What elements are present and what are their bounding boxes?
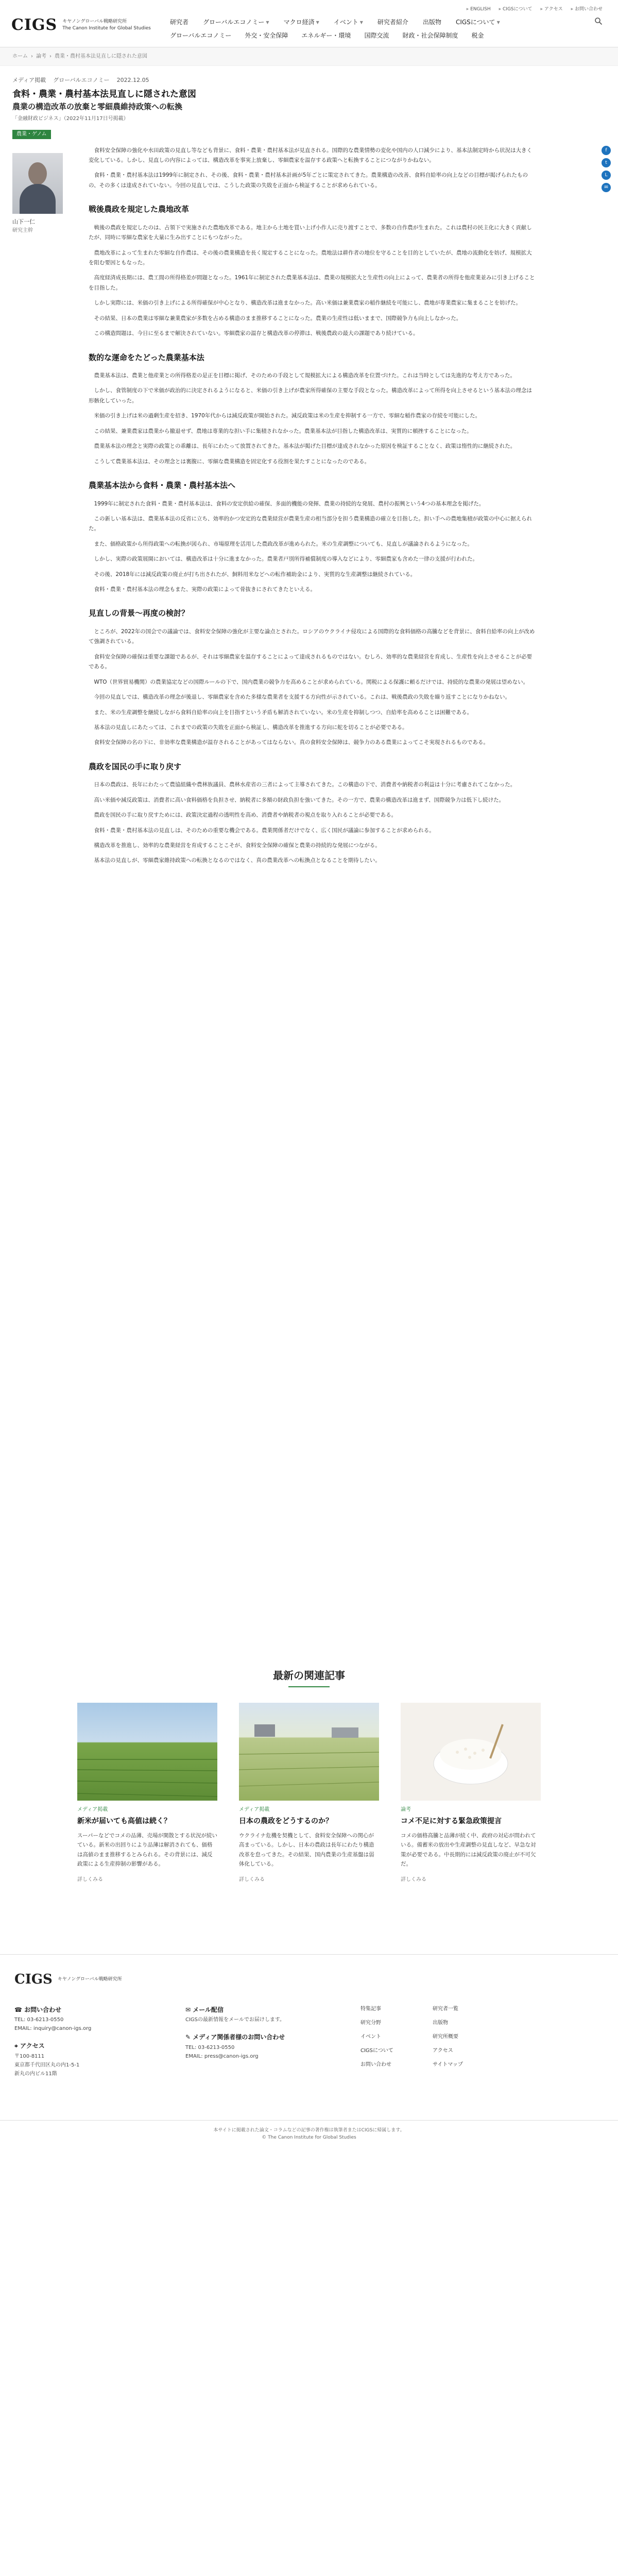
mail-icon[interactable]: ✉	[602, 183, 611, 192]
footer-address-line: 東京都千代田区丸の内1-5-1	[14, 2062, 80, 2069]
paragraph: こうして農業基本法は、その理念とは裏腹に、零細な農業構造を固定化する役割を果たすことになったのである。	[94, 458, 370, 465]
section-heading: 農業基本法から食料・農業・農村基本法へ	[89, 481, 236, 490]
card-category: メディア掲載	[239, 1806, 270, 1812]
twitter-icon[interactable]: t	[602, 158, 611, 167]
article-category[interactable]: メディア掲載	[12, 77, 46, 83]
footer-mail-text[interactable]: CIGSの最新情報をメールでお届けします。	[185, 2017, 285, 2023]
footer-logo[interactable]	[14, 1967, 122, 1992]
breadcrumb-home[interactable]: ホーム	[12, 54, 28, 59]
paragraph: 農政を国民の手に取り戻すためには、政策決定過程の透明性を高め、消費者や納税者の視点を取り入れることが必要である。	[94, 812, 397, 819]
nav-global-economy[interactable]: グローバルエコノミー ▼	[203, 19, 269, 26]
topic-tag[interactable]: 農業・ゲノム	[12, 130, 51, 139]
paragraph: 今回の見直しでは、構造改革の理念が後退し、零細農家を含めた多様な農業者を支援する方向性が示されている。これは、戦後農政の失敗を繰り返すことになりかねない。	[94, 694, 510, 701]
footer-mail-heading: ✉ メール配信	[185, 2006, 224, 2013]
footer-copyright: © The Canon Institute for Global Studies	[262, 2134, 356, 2140]
avatar	[12, 153, 63, 214]
footer-link[interactable]: 研究者一覧	[433, 2006, 458, 2012]
nav2-energy[interactable]: エネルギー・環境	[301, 32, 351, 39]
paragraph: この構造問題は、今日に至るまで解決されていない。零細農家の温存と構造改革の停滞は、戦後農政の最大の課題であり続けている。	[94, 330, 419, 337]
tag-row	[12, 128, 606, 141]
footer-link[interactable]: 研究分野	[360, 2020, 381, 2026]
chevron-down-icon: ▼	[496, 20, 500, 25]
paragraph: 農地改革によって生まれた零細な自作農は、その後の農業構造を長く規定することになった。農地法は耕作者の地位を守ることを目的としていたが、農地の流動化を妨げ、規模拡大を阻む要因ともなった。	[89, 249, 532, 266]
paragraph: しかし実際には、米価の引き上げによる所得確保が中心となり、構造改革は進まなかった。高い米価は兼業農家の稲作継続を可能にし、農地が専業農家に集まることを妨げた。	[94, 300, 521, 307]
card-more-link[interactable]: 詳しくみる	[401, 1877, 426, 1883]
primary-nav	[170, 16, 500, 28]
paragraph: しかし、実際の政策展開においては、構造改革は十分に進まなかった。農業者戸別所得補償制度の導入などにより、零細農家も含めた一律の支援が行われた。	[94, 556, 478, 563]
paragraph: ところが、2022年の国会での議論では、食料安全保障の強化が主要な論点とされた。ロシアのウクライナ侵攻による国際的な食料価格の高騰などを背景に、食料自給率の向上が改めて強調されている。	[89, 628, 535, 645]
nav-macro[interactable]: マクロ経済 ▼	[283, 19, 319, 26]
paragraph: 食料・農業・農村基本法の理念もまた、実際の政策によって骨抜きにされてきたといえる。	[94, 586, 316, 593]
nav2-tax[interactable]: 税金	[471, 32, 484, 39]
card-title[interactable]: 新米が届いても高値は続く？	[77, 1817, 171, 1825]
card-title[interactable]: コメ不足に対する緊急政策提言	[401, 1817, 502, 1825]
footer-contact-email[interactable]: EMAIL: inquiry@canon-igs.org	[14, 2026, 92, 2032]
nav2-intl-exchange[interactable]: 国際交流	[364, 32, 389, 39]
util-access[interactable]: ▸ アクセス	[540, 5, 562, 14]
paragraph: 農業基本法の理念と実際の政策との乖離は、長年にわたって放置されてきた。基本法が掲げた目標が達成されなかった原因を検証することなく、政策は惰性的に継続された。	[94, 443, 516, 450]
paragraph: 高い米価や減反政策は、消費者に高い食料価格を負担させ、納税者に多額の財政負担を強いてきた。その一方で、農業の構造改革は進まず、国際競争力は低下し続けた。	[94, 796, 505, 803]
paragraph: 高度経済成長期には、農工間の所得格差が問題となった。1961年に制定された農業基本法は、農業の規模拡大と生産性の向上によって、農業者の所得を他産業並みに引き上げることを目指した。	[89, 275, 535, 291]
footer-bottom	[0, 2120, 618, 2150]
footer-link[interactable]: 特集記事	[360, 2006, 381, 2012]
util-contact[interactable]: ▸ お問い合わせ	[571, 5, 603, 14]
paragraph: 基本法の見直しにあたっては、これまでの政策の失敗を正面から検証し、構造改革を推進する方向に舵を切ることが必要である。	[94, 724, 408, 731]
breadcrumb-current: 農業・農村基本法見直しに隠された意図	[55, 54, 147, 59]
footer-link[interactable]: サイトマップ	[433, 2061, 463, 2067]
logo-subtitle	[62, 19, 151, 31]
footer-contact	[14, 2004, 169, 2079]
card-text: ウクライナ危機を契機として、食料安全保障への関心が高まっている。しかし、日本の農政は長年にわたり構造改革を怠ってきた。その結果、国内農業の生産基盤は弱体化している。	[239, 1832, 374, 1868]
util-about[interactable]: ▸ CIGSについて	[499, 5, 533, 14]
article-body	[89, 146, 537, 871]
footer-address-heading: ⌖ アクセス	[14, 2042, 45, 2050]
nav2-diplomacy[interactable]: 外交・安全保障	[245, 32, 288, 39]
nav-researcher-intro[interactable]: 研究者紹介	[377, 19, 408, 26]
paragraph: この結果、兼業農家は農業から撤退せず、農地は専業的な担い手に集積されなかった。農業基本法が目指した構造改革は、実質的に頓挫することになった。	[94, 428, 472, 434]
paragraph: 食料・農業・農村基本法の見直しは、そのための重要な機会である。農業関係者だけでなく、広く国民が議論に参加することが求められる。	[94, 827, 435, 834]
author-role: 研究主幹	[12, 228, 33, 234]
breadcrumb-articles[interactable]: 論考	[36, 54, 46, 59]
card-category: メディア掲載	[77, 1806, 108, 1812]
paragraph: その結果、日本の農業は零細な兼業農家が多数を占める構造のまま推移することになった。農業の生産性は低いままで、国際競争力も向上しなかった。	[94, 315, 462, 321]
article-source: 「金融財政ビジネス」（2022年11月17日号掲載）	[12, 115, 129, 122]
logo-sub-jp: キヤノングローバル戦略研究所	[62, 19, 127, 24]
paragraph: 食料安全保障の名の下に、非効率な農業構造が温存されることがあってはならない。真の食料安全保障は、競争力のある農業によってこそ実現されるものである。	[94, 739, 489, 746]
paragraph: また、米の生産調整を継続しながら食料自給率の向上を目指すという矛盾も解消されていない。米の生産を抑制しつつ、自給率を高めることは困難である。	[94, 709, 473, 716]
card-text: スーパーなどでコメの品薄、売場が閑散とする状況が続いている。新米の出回りにより品薄は解消されても、価格は高値のまま推移するとみられる。その背景には、減反政策による生産抑制の影響がある。	[77, 1832, 217, 1868]
latest-title: 最新の関連記事	[273, 1669, 345, 1682]
footer-links	[360, 2004, 505, 2070]
latest-card[interactable]	[239, 1703, 379, 1885]
section-heading: 見直しの背景〜再度の検討？	[89, 608, 190, 618]
card-more-link[interactable]: 詳しくみる	[77, 1877, 103, 1883]
card-more-link[interactable]: 詳しくみる	[239, 1877, 265, 1883]
footer-link[interactable]: イベント	[360, 2033, 381, 2040]
paragraph: また、価格政策から所得政策への転換が図られ、市場原理を活用した農政改革が進められた。米の生産調整についても、見直しが議論されるようになった。	[94, 540, 473, 547]
search-icon[interactable]	[594, 16, 603, 30]
line-icon[interactable]: L	[602, 171, 611, 180]
article-header	[0, 66, 618, 146]
mail-icon: ✉	[185, 2006, 193, 2013]
page-title: 食料・農業・農村基本法見直しに隠された意図	[12, 89, 196, 99]
footer-address-line: 新丸の内ビル11階	[14, 2071, 57, 2077]
logo-sub-en: The Canon Institute for Global Studies	[62, 25, 151, 31]
site-footer	[0, 1954, 618, 2150]
page-subtitle: 農業の構造改革の放棄と零細農維持政策への転換	[12, 102, 183, 112]
article-content	[0, 146, 618, 1666]
nav-publications[interactable]: 出版物	[422, 19, 441, 26]
nav2-fiscal[interactable]: 財政・社会保障制度	[402, 32, 458, 39]
footer-link[interactable]: お問い合わせ	[360, 2061, 391, 2067]
footer-link[interactable]: アクセス	[433, 2047, 453, 2054]
footer-contact-heading: ☎ お問い合わせ	[14, 2006, 62, 2013]
footer-media-email[interactable]: EMAIL: press@canon-igs.org	[185, 2054, 259, 2060]
nav-about[interactable]: CIGSについて ▼	[455, 19, 500, 26]
paragraph: 基本法の見直しが、零細農家維持政策への転換となるのではなく、真の農業改革への転換点となることを期待したい。	[94, 857, 381, 864]
footer-media-tel: TEL: 03-6213-0550	[185, 2045, 235, 2051]
paragraph: WTO（世界貿易機関）の農業協定などの国際ルールの下で、国内農業の競争力を高めることが求められている。関税による保護に頼るだけでは、持続的な農業の発展は望めない。	[94, 679, 529, 685]
card-image-rice-field	[77, 1703, 217, 1801]
author-block[interactable]	[12, 153, 69, 235]
facebook-icon[interactable]: f	[602, 146, 611, 155]
paragraph: 米価の引き上げは米の過剰生産を招き、1970年代からは減反政策が開始された。減反政策は米の生産を抑制する一方で、零細な稲作農家の存続を可能にした。	[94, 413, 481, 419]
paragraph: 1999年に制定された食料・農業・農村基本法は、食料の安定供給の確保、多面的機能の発揮、農業の持続的な発展、農村の振興という4つの基本理念を掲げた。	[94, 500, 485, 507]
footer-media-heading: ✎ メディア関係者様のお問い合わせ	[185, 2033, 285, 2041]
footer-link[interactable]: CIGSについて	[360, 2047, 393, 2054]
press-icon: ✎	[185, 2033, 193, 2041]
article-section[interactable]: グローバルエコノミー	[53, 77, 110, 83]
paragraph: 構造改革を推進し、効率的な農業経営を育成することこそが、食料安全保障の確保と農業の持続的な発展につながる。	[94, 842, 381, 849]
section-heading: 農政を国民の手に取り戻す	[89, 761, 182, 771]
card-image-farmland	[239, 1703, 379, 1801]
section-heading: 戦後農政を規定した農地改革	[89, 205, 190, 214]
site-logo[interactable]	[11, 10, 151, 40]
breadcrumb: ホーム › 論考 › 農業・農村基本法見直しに隠された意図	[0, 47, 618, 66]
card-text: コメの価格高騰と品薄が続く中、政府の対応が問われている。備蓄米の放出や生産調整の見直しなど、早急な対策が必要である。中長期的には減反政策の廃止が不可欠だ。	[401, 1832, 536, 1868]
section-heading: 数的な運命をたどった農業基本法	[89, 352, 204, 362]
footer-contact-tel: TEL: 03-6213-0550	[14, 2017, 64, 2023]
card-category: 論考	[401, 1806, 411, 1812]
nav2-global-economy[interactable]: グローバルエコノミー	[170, 32, 232, 39]
intro-paragraph: 食料・農業・農村基本法は1999年に制定され、その後、食料・農業・農村基本計画が5年ごとに策定されてきた。農業構造の改善、食料自給率の向上などの目標が掲げられたものの、その多くは達成されていない。今回の見直しでは、こうした政策の失敗を正面から検証することが求められている。	[89, 172, 528, 189]
footer-address-line: 〒100-8111	[14, 2054, 45, 2060]
secondary-nav	[170, 30, 484, 42]
footer-link[interactable]: 出版物	[433, 2020, 448, 2026]
card-title[interactable]: 日本の農政をどうするのか？	[239, 1817, 333, 1825]
intro-paragraph: 食料安全保障の強化や水田政策の見直し等なども背景に、食料・農業・農村基本法が見直される。国際的な農業情勢の変化や国内の人口減少により、基本法制定時から状況は大きく変化している。しかし、見直しの内容によっては、構造改革を事実上放棄し、零細農家を温存する政策へと転換することにつながりかねない。	[89, 147, 532, 163]
paragraph: しかし、食管制度の下で米価が政治的に決定されるようになると、米価の引き上げが農家所得確保の主要な手段となった。構造改革によって所得を向上させるという基本法の理念は形骸化していった。	[89, 387, 532, 404]
phone-icon: ☎	[14, 2006, 25, 2013]
chevron-down-icon: ▼	[266, 20, 269, 25]
article-date: 2022.12.05	[116, 77, 149, 83]
nav-researchers[interactable]: 研究者	[170, 19, 189, 26]
paragraph: その後、2018年には減反政策の廃止が打ち出されたが、飼料用米などへの転作補助金により、実質的な生産調整は継続されている。	[94, 571, 416, 578]
chevron-down-icon: ▼	[359, 20, 363, 25]
latest-articles	[0, 1666, 618, 1954]
latest-card[interactable]	[401, 1703, 541, 1885]
footer-mail	[185, 2004, 340, 2061]
title-divider	[288, 1686, 330, 1687]
footer-logo-sub: キヤノングローバル戦略研究所	[57, 1976, 122, 1982]
share-buttons	[602, 146, 611, 192]
author-name[interactable]: 山下一仁	[12, 218, 35, 225]
logo-mark: CIGS	[11, 16, 58, 34]
latest-card[interactable]	[77, 1703, 217, 1885]
paragraph: 戦後の農政を規定したのは、占領下で実施された農地改革である。地主から土地を買い上げ小作人に売り渡すことで、多数の自作農が生まれた。これは農村の民主化に大きく貢献したが、同時に零細な農家を大量に生み出すことにもつながった。	[89, 224, 532, 241]
paragraph: 農業基本法は、農業と他産業との所得格差の是正を目標に掲げ、そのための手段として規模拡大による構造改革を位置づけた。これは当時としては先進的な考え方であった。	[94, 372, 516, 379]
footer-logo-mark: CIGS	[14, 1971, 53, 1987]
paragraph: 日本の農政は、長年にわたって農協組織や農林族議員、農林水産省の三者によって主導されてきた。この構造の下で、消費者や納税者の利益は十分に考慮されてこなかった。	[94, 782, 516, 788]
location-icon: ⌖	[14, 2042, 20, 2050]
footer-link[interactable]: 研究所概要	[433, 2033, 458, 2040]
article-meta	[12, 75, 606, 86]
site-header	[0, 0, 618, 47]
footer-notice: 本サイトに掲載された論文・コラムなどの記事の著作権は執筆者またはCIGSに帰属します。	[213, 2127, 405, 2133]
chevron-down-icon: ▼	[316, 20, 319, 25]
paragraph: この新しい基本法は、農業基本法の反省に立ち、効率的かつ安定的な農業経営が農業生産の相当部分を担う農業構造の確立を目指した。担い手への農地集積が政策の中心に据えられた。	[89, 515, 532, 532]
paragraph: 食料安全保障の確保は重要な課題であるが、それは零細農家を温存することによって達成されるものではない。むしろ、効率的な農業経営を育成し、生産性を向上させることが必要である。	[89, 653, 532, 670]
card-image-rice-bowl	[401, 1703, 541, 1801]
util-english[interactable]: ▸ ENGLISH	[467, 5, 491, 14]
nav-events[interactable]: イベント ▼	[333, 19, 363, 26]
utility-nav	[467, 5, 603, 14]
